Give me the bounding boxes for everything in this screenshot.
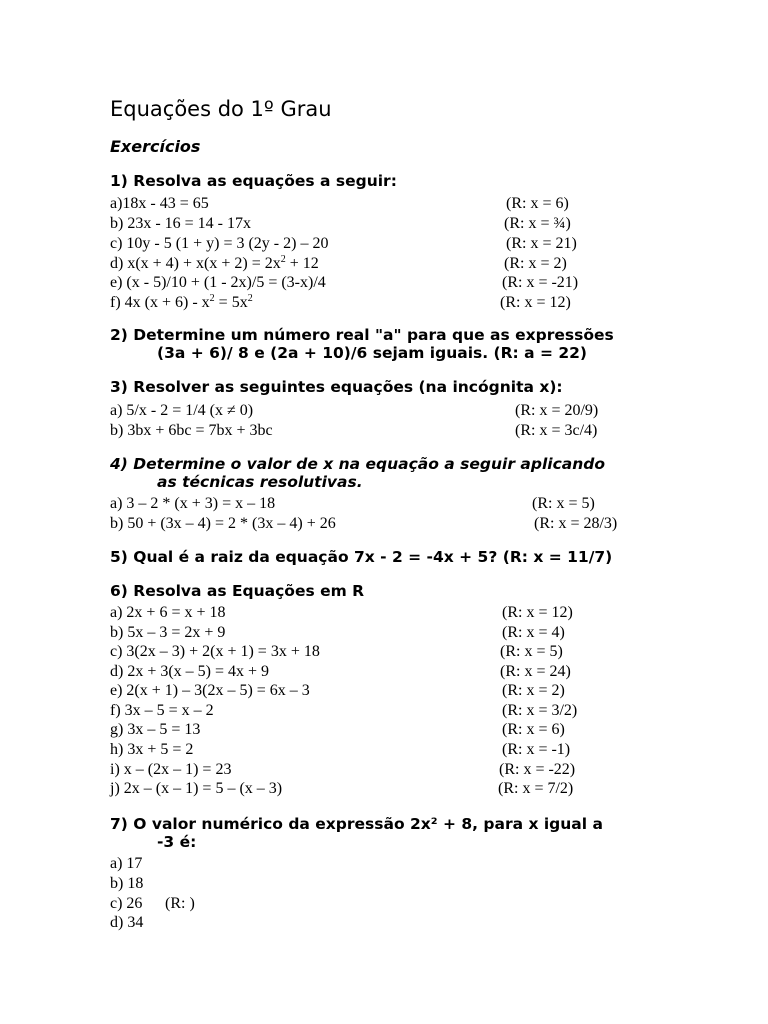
answer: (R: x = 6) [502, 721, 565, 738]
equation: e) 2(x + 1) – 3(2x – 5) = 6x – 3 [110, 682, 310, 699]
answer: (R: x = 4) [502, 624, 565, 641]
question-text: 4) Determine o valor de x na equação a seguir aplicando [110, 455, 605, 473]
equation: b) 3bx + 6bc = 7bx + 3bc [110, 422, 273, 439]
q7-option-b [110, 874, 630, 894]
q7-option-d [110, 913, 630, 933]
option-text: c) 26 [110, 895, 143, 912]
question-5-heading: 5) Qual é a raiz da equação 7x - 2 = -4x + 5? (R: x = 11/7) [110, 548, 613, 566]
equation: a)18x - 43 = 65 [110, 195, 209, 212]
q3-item-a [110, 401, 630, 421]
equation: e) (x - 5)/10 + (1 - 2x)/5 = (3-x)/4 [110, 274, 326, 291]
question-3-heading: 3) Resolver as seguintes equações (na incógnita x): [110, 378, 563, 396]
equation: d) 2x + 3(x – 5) = 4x + 9 [110, 663, 270, 680]
q6-item-h [110, 740, 630, 760]
q1-item-c [110, 234, 630, 254]
q4-item-a [110, 494, 630, 514]
q6-item-e [110, 681, 630, 701]
equation: b) 23x - 16 = 14 - 17x [110, 215, 252, 232]
answer: (R: x = 5) [532, 495, 595, 512]
q6-item-a [110, 603, 630, 623]
equation-part: d) x(x + 4) + x(x + 2) = 2x [110, 255, 281, 272]
answer: (R: x = 2) [504, 255, 567, 272]
equation: a) 3 – 2 * (x + 3) = x – 18 [110, 495, 276, 512]
answer: (R: x = 5) [500, 643, 563, 660]
equation: b) 50 + (3x – 4) = 2 * (3x – 4) + 26 [110, 515, 336, 532]
q6-item-b [110, 623, 630, 643]
q6-item-c [110, 642, 630, 662]
exponent: 2 [280, 254, 286, 265]
q7-option-a [110, 854, 630, 874]
answer: (R: x = -1) [502, 741, 571, 758]
equation [110, 293, 253, 313]
q6-item-i [110, 760, 630, 780]
option-text: b) 18 [110, 875, 144, 892]
answer: (R: x = 20/9) [515, 402, 599, 419]
q6-item-d [110, 662, 630, 682]
equation: b) 5x – 3 = 2x + 9 [110, 624, 226, 641]
equation-part: + 12 [285, 255, 319, 272]
answer: (R: x = 12) [502, 604, 573, 621]
question-7-heading [110, 815, 603, 851]
answer: (R: x = 21) [506, 235, 577, 252]
answer: (R: x = 28/3) [534, 515, 618, 532]
equation: j) 2x – (x – 1) = 5 – (x – 3) [110, 780, 283, 797]
answer: (R: x = ¾) [504, 215, 571, 232]
question-text-continued: -3 é: [157, 833, 197, 851]
exponent: 2 [247, 293, 253, 304]
question-2-heading [110, 326, 614, 362]
equation [110, 254, 319, 274]
option-text: d) 34 [110, 914, 144, 931]
q4-item-b [110, 514, 630, 534]
q1-item-d [110, 254, 630, 274]
equation-part: f) 4x (x + 6) - x [110, 294, 210, 311]
equation: g) 3x – 5 = 13 [110, 721, 201, 738]
q6-item-f [110, 701, 630, 721]
answer: (R: x = 3/2) [502, 702, 578, 719]
q1-item-b [110, 214, 630, 234]
answer: (R: x = 6) [506, 195, 569, 212]
q7-option-c [110, 894, 630, 914]
question-text: 2) Determine um número real "a" para que as expressões [110, 326, 614, 344]
answer: (R: x = 2) [502, 682, 565, 699]
equation: a) 2x + 6 = x + 18 [110, 604, 226, 621]
q1-item-a [110, 194, 630, 214]
q6-item-j [110, 779, 630, 799]
q6-item-g [110, 720, 630, 740]
q3-item-b [110, 421, 630, 441]
q1-item-f [110, 293, 630, 313]
answer: (R: x = -21) [502, 274, 579, 291]
question-6-heading: 6) Resolva as Equações em R [110, 582, 365, 600]
answer: (R: x = 7/2) [498, 780, 574, 797]
question-1-heading: 1) Resolva as equações a seguir: [110, 172, 397, 190]
equation: c) 3(2x – 3) + 2(x + 1) = 3x + 18 [110, 643, 320, 660]
equation: a) 5/x - 2 = 1/4 (x ≠ 0) [110, 402, 254, 419]
question-text: 7) O valor numérico da expressão 2x² + 8, para x igual a [110, 815, 603, 833]
section-subtitle: Exercícios [110, 137, 201, 156]
equation: i) x – (2x – 1) = 23 [110, 761, 232, 778]
answer: (R: x = 24) [500, 663, 571, 680]
q1-item-e [110, 273, 630, 293]
question-text-continued: as técnicas resolutivas. [157, 473, 363, 491]
answer: (R: x = 12) [500, 294, 571, 311]
equation: f) 3x – 5 = x – 2 [110, 702, 214, 719]
answer: (R: x = -22) [499, 761, 576, 778]
answer: (R: x = 3c/4) [515, 422, 598, 439]
equation-part: = 5x [214, 294, 248, 311]
equation: c) 10y - 5 (1 + y) = 3 (2y - 2) – 20 [110, 235, 329, 252]
page-title: Equações do 1º Grau [110, 97, 332, 121]
answer: (R: ) [165, 895, 195, 912]
option-text: a) 17 [110, 855, 143, 872]
question-4-heading [110, 455, 605, 491]
question-text-continued: (3a + 6)/ 8 e (2a + 10)/6 sejam iguais. (R: a = 22) [157, 344, 588, 362]
exponent: 2 [209, 293, 215, 304]
equation: h) 3x + 5 = 2 [110, 741, 194, 758]
